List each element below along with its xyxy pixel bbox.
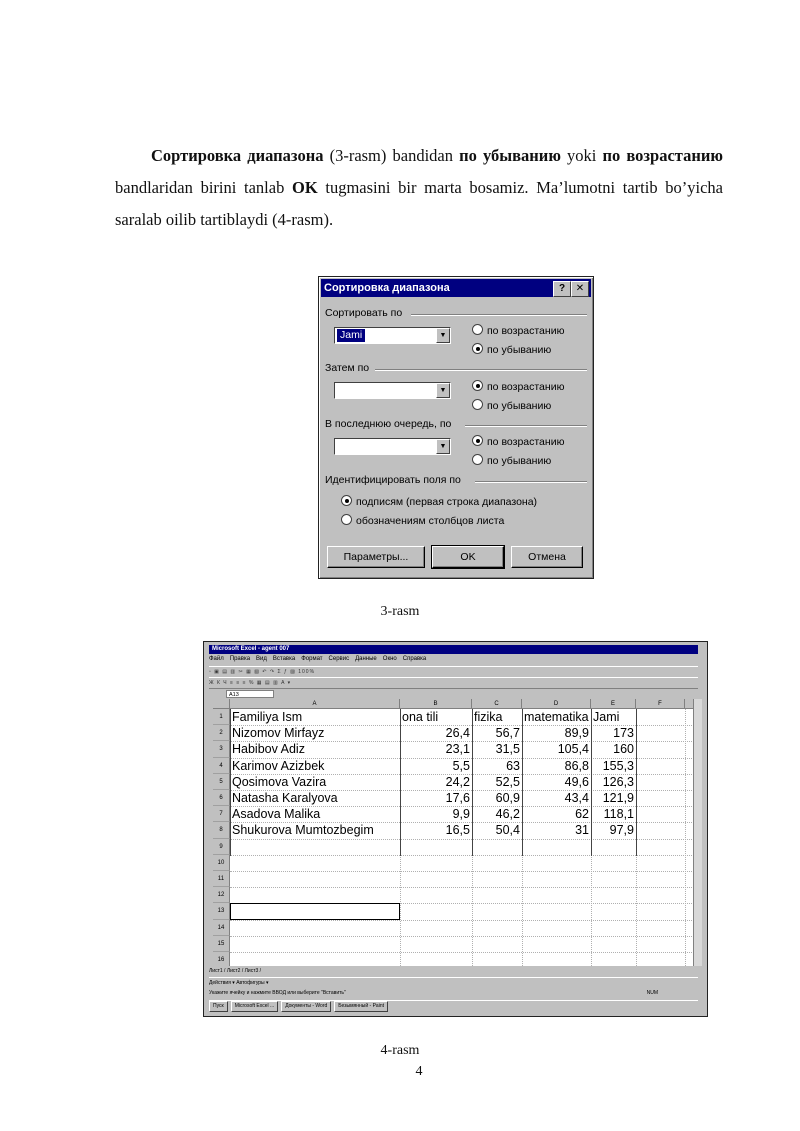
value-cell[interactable]: 155,3 <box>602 758 634 773</box>
menu-item[interactable]: Правка <box>229 656 251 662</box>
text-1: (3-rasm) bandidan <box>323 146 460 165</box>
chevron-down-icon[interactable]: ▼ <box>436 439 450 454</box>
text-4: tugmasini bir marta bosamiz. Ma’lumotni tartib bo’yicha saralab oilib tartiblaydi (4-rasm). <box>115 178 723 229</box>
name-cell[interactable]: Qosimova Vazira <box>232 774 327 789</box>
column-title-cell[interactable]: matematika <box>524 710 589 724</box>
last-by-desc-radio[interactable]: по убыванию <box>472 454 551 467</box>
page-number: 4 <box>415 1064 423 1079</box>
active-cell[interactable] <box>230 903 400 919</box>
row-header[interactable]: 6 <box>213 790 230 806</box>
then-by-select[interactable] <box>334 382 451 399</box>
value-cell[interactable]: 16,5 <box>445 823 470 838</box>
value-cell[interactable]: 173 <box>613 726 634 741</box>
chevron-down-icon[interactable]: ▼ <box>436 328 450 343</box>
name-box[interactable]: A13 <box>226 690 274 698</box>
menu-item[interactable]: Файл <box>209 656 224 662</box>
value-cell[interactable]: 52,5 <box>495 774 520 789</box>
value-cell[interactable]: 160 <box>613 742 634 757</box>
menu-item[interactable]: Данные <box>355 656 377 662</box>
cancel-button[interactable]: Отмена <box>511 546 583 568</box>
bold-asc: по возрастанию <box>602 146 723 165</box>
value-cell[interactable]: 49,6 <box>564 774 589 789</box>
last-by-select[interactable] <box>334 438 451 455</box>
row-header[interactable]: 5 <box>213 774 230 790</box>
excel-title: Microsoft Excel - agent 007 <box>209 645 698 654</box>
value-cell[interactable]: 31,5 <box>495 742 520 757</box>
drawing-toolbar[interactable]: Действия ▾ Автофигуры ▾ <box>209 977 698 988</box>
dialog-title: Сортировка диапазона <box>324 282 450 294</box>
name-cell[interactable]: Shukurova Mumtozbegim <box>232 823 374 838</box>
name-cell[interactable]: Asadova Malika <box>232 807 321 822</box>
taskbar-button[interactable]: Безымянный - Paint <box>334 1001 388 1012</box>
value-cell[interactable]: 23,1 <box>445 742 470 757</box>
select-all-corner[interactable] <box>213 699 230 709</box>
params-button[interactable]: Параметры... <box>327 546 425 568</box>
identify-label: Идентифицировать поля по <box>325 474 461 486</box>
value-cell[interactable]: 26,4 <box>445 726 470 741</box>
formatting-toolbar[interactable]: Ж К Ч ≡ ≡ ≡ % ▦ ▤ ▥ A ▾ <box>209 677 698 689</box>
excel-menubar <box>209 655 698 664</box>
last-by-label: В последнюю очередь, по <box>325 418 452 430</box>
row-header[interactable]: 12 <box>213 887 230 903</box>
column-header[interactable]: E <box>591 699 636 709</box>
formula-bar <box>209 689 698 699</box>
standard-toolbar[interactable]: ▫ ▣ ▤ ▥ ✂ ▦ ▧ ↶ ↷ Σ ƒ ▨ 100% <box>209 666 698 678</box>
caption-4-rasm: 4-rasm <box>380 1043 420 1058</box>
row-header[interactable]: 14 <box>213 920 230 936</box>
value-cell[interactable]: 24,2 <box>445 774 470 789</box>
column-header[interactable]: A <box>230 699 400 709</box>
ok-button[interactable]: OK <box>432 546 504 568</box>
sheet-tabs[interactable]: Лист1 / Лист2 / Лист3 / <box>209 968 262 974</box>
sort-by-label: Сортировать по <box>325 307 403 319</box>
value-cell[interactable]: 63 <box>506 758 520 773</box>
dialog-titlebar <box>321 279 591 297</box>
value-cell[interactable]: 86,8 <box>564 758 589 773</box>
menu-item[interactable]: Вставка <box>272 656 296 662</box>
bold-ok: OK <box>292 178 318 197</box>
bold-sort-range: Сортировка диапазона <box>151 146 324 165</box>
caption-3-rasm: 3-rasm <box>380 604 420 619</box>
row-header[interactable]: 3 <box>213 741 230 757</box>
intro-paragraph <box>115 140 723 236</box>
start-button[interactable]: Пуск <box>209 1001 228 1012</box>
chevron-down-icon[interactable]: ▼ <box>436 383 450 398</box>
value-cell[interactable]: 31 <box>575 823 589 838</box>
identify-group <box>325 474 587 486</box>
then-by-desc-radio[interactable]: по убыванию <box>472 399 551 412</box>
column-header[interactable]: D <box>522 699 591 709</box>
row-header[interactable]: 2 <box>213 725 230 741</box>
taskbar-button[interactable]: Microsoft Excel ... <box>231 1001 278 1012</box>
value-cell[interactable]: 5,5 <box>452 758 470 773</box>
sort-by-select[interactable] <box>334 327 451 344</box>
menu-item[interactable]: Окно <box>382 656 397 662</box>
text-3: bandlaridan birini tanlab <box>115 178 293 197</box>
sort-by-asc-radio[interactable]: по возрастанию <box>472 324 564 337</box>
value-cell[interactable]: 46,2 <box>495 807 520 822</box>
identify-colnames-radio[interactable]: обозначениям столбцов листа <box>341 514 504 527</box>
value-cell[interactable]: 105,4 <box>557 742 589 757</box>
identify-captions-radio[interactable]: подписям (первая строка диапазона) <box>341 495 537 508</box>
row-header[interactable]: 15 <box>213 936 230 952</box>
name-cell[interactable]: Karimov Azizbek <box>232 758 325 773</box>
value-cell[interactable]: 97,9 <box>609 823 634 838</box>
last-by-asc-radio[interactable]: по возрастанию <box>472 435 564 448</box>
value-cell[interactable]: 62 <box>575 807 589 822</box>
column-header[interactable]: C <box>472 699 522 709</box>
value-cell[interactable]: 43,4 <box>564 791 589 805</box>
taskbar-button[interactable]: Документы - Word <box>281 1001 331 1012</box>
row-header[interactable]: 10 <box>213 855 230 871</box>
row-header[interactable]: 16 <box>213 952 230 966</box>
sort-range-dialog <box>318 276 594 579</box>
column-title-cell[interactable]: fizika <box>474 710 503 724</box>
value-cell[interactable]: 56,7 <box>495 726 520 741</box>
value-cell[interactable]: 121,9 <box>602 791 634 805</box>
value-cell[interactable]: 126,3 <box>602 774 634 789</box>
column-title-cell[interactable]: Jami <box>593 710 620 724</box>
sort-by-value: Jami <box>337 329 365 342</box>
last-by-group <box>325 418 587 430</box>
menu-item[interactable]: Формат <box>301 656 323 662</box>
name-cell[interactable]: Nizomov Mirfayz <box>232 726 325 741</box>
excel-window <box>203 641 708 1017</box>
sort-by-group <box>325 307 587 319</box>
name-cell[interactable]: Natasha Karalyova <box>232 791 338 805</box>
then-by-label: Затем по <box>325 362 370 374</box>
value-cell[interactable]: 17,6 <box>445 791 470 805</box>
column-title-cell[interactable]: Familiya Ism <box>232 710 303 724</box>
menu-item[interactable]: Справка <box>402 656 427 662</box>
status-text: Укажите ячейку и нажмите ВВОД или выберите "Вставить" <box>209 990 346 996</box>
taskbar <box>209 1000 698 1013</box>
sort-by-desc-radio[interactable]: по убыванию <box>472 343 551 356</box>
column-title-cell[interactable]: ona tili <box>402 710 439 724</box>
column-header[interactable]: F <box>636 699 685 709</box>
row-header[interactable]: 1 <box>213 709 230 725</box>
menu-item[interactable]: Сервис <box>328 656 350 662</box>
column-header[interactable]: B <box>400 699 472 709</box>
value-cell[interactable]: 60,9 <box>495 791 520 805</box>
text-2: yoki <box>560 146 603 165</box>
then-by-asc-radio[interactable]: по возрастанию <box>472 380 564 393</box>
help-icon[interactable]: ? <box>553 281 571 297</box>
value-cell[interactable]: 9,9 <box>452 807 470 822</box>
value-cell[interactable]: 118,1 <box>603 807 634 822</box>
row-header[interactable]: 9 <box>213 839 230 855</box>
value-cell[interactable]: 89,9 <box>564 726 589 741</box>
then-by-group <box>325 362 587 374</box>
vertical-scrollbar[interactable] <box>693 699 702 966</box>
status-num: NUM <box>646 990 658 996</box>
value-cell[interactable]: 50,4 <box>495 823 520 838</box>
row-header[interactable]: 11 <box>213 871 230 887</box>
worksheet-grid[interactable] <box>213 699 698 966</box>
status-bar <box>209 989 698 998</box>
row-header[interactable]: 7 <box>213 806 230 822</box>
row-header[interactable]: 13 <box>213 903 230 919</box>
menu-item[interactable]: Вид <box>256 656 267 662</box>
row-header[interactable]: 4 <box>213 758 230 774</box>
close-icon[interactable]: ✕ <box>571 281 589 297</box>
name-cell[interactable]: Habibov Adiz <box>232 742 305 757</box>
row-header[interactable]: 8 <box>213 822 230 838</box>
bold-desc: по убыванию <box>459 146 561 165</box>
